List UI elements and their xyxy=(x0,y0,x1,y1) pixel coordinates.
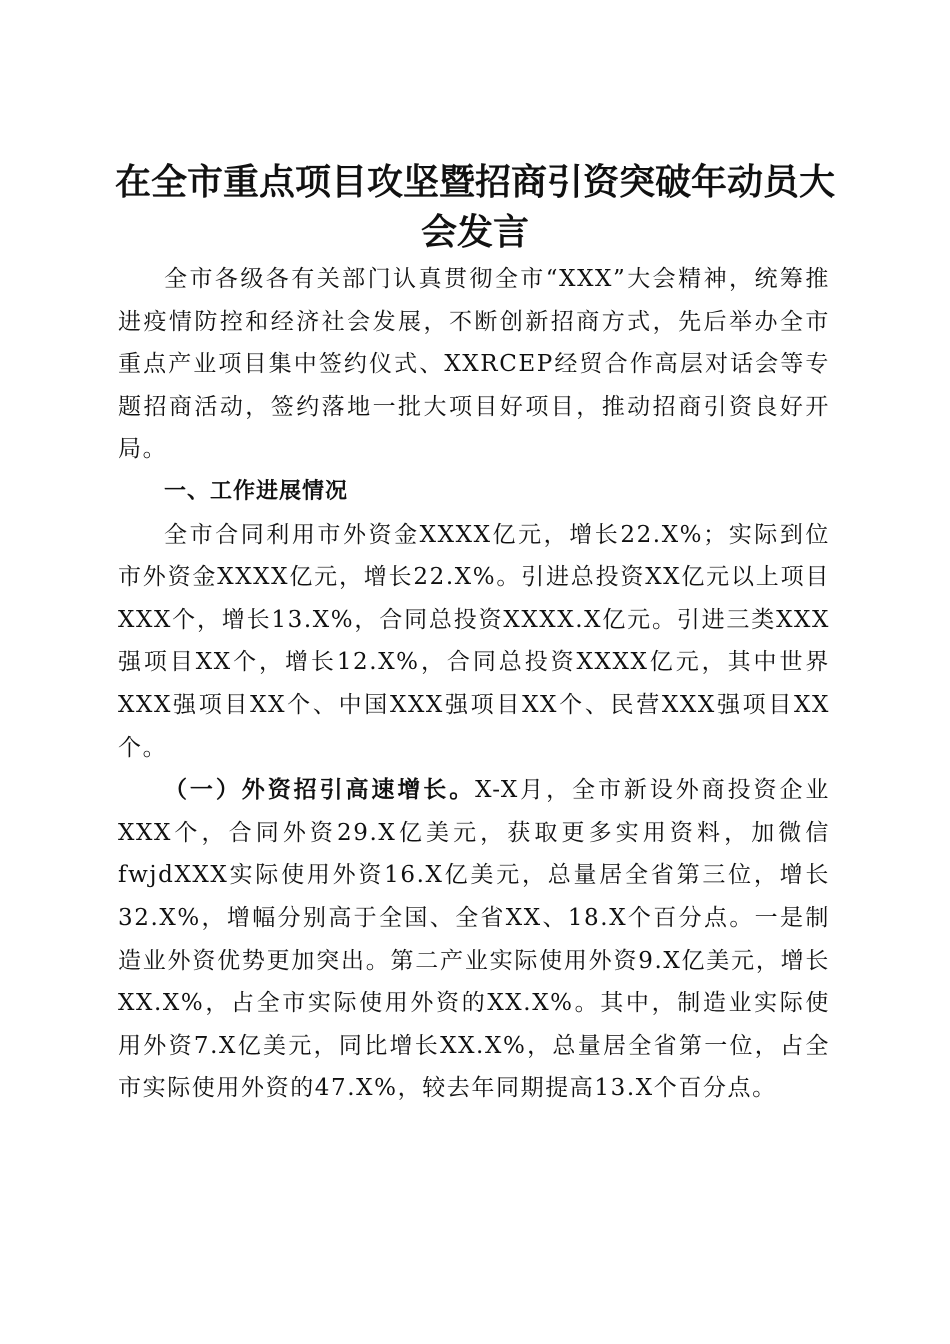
document-title: 在全市重点项目攻坚暨招商引资突破年动员大会发言 xyxy=(114,161,835,254)
document-body xyxy=(118,258,830,1110)
section-heading-work-progress: 一、工作进展情况 xyxy=(164,478,349,504)
subsection-heading-foreign-investment: （一）外资招引高速增长。 xyxy=(164,776,476,804)
section-paragraph-work-progress: 全市合同利用市外资金XXXX亿元，增长22.X%；实际到位市外资金XXXX亿元，增长22.X%。引进总投资XX亿元以上项目XXX个，增长13.X%，合同总投资XXXX.X亿元。引进三类XXX强项目XX个，增长12.X%，合同总投资XXXX亿元，其中世界XXX强项目XX个、中国XXX强项目XX个、民营XXX强项目XX个。 xyxy=(118,521,830,761)
subsection-paragraph-foreign-investment xyxy=(118,769,830,1110)
intro-paragraph: 全市各级各有关部门认真贯彻全市“XXX”大会精神，统筹推进疫情防控和经济社会发展，不断创新招商方式，先后举办全市重点产业项目集中签约仪式、XXRCEP经贸合作高层对话会等专题招商活动，签约落地一批大项目好项目，推动招商引资良好开局。 xyxy=(118,266,830,463)
subsection-text-foreign-investment: X-X月，全市新设外商投资企业XXX个，合同外资29.X亿美元，获取更多实用资料，加微信fwjdXXX实际使用外资16.X亿美元，总量居全省第三位，增长32.X%，增幅分别高于全国、全省XX、18.X个百分点。一是制造业外资优势更加突出。第二产业实际使用外资9.X亿美元，增长XX.X%，占全市实际使用外资的XX.X%。其中，制造业实际使用外资7.X亿美元，同比增长XX.X%，总量居全省第一位，占全市实际使用外资的47.X%，较去年同期提高13.X个百分点。 xyxy=(118,777,830,1102)
